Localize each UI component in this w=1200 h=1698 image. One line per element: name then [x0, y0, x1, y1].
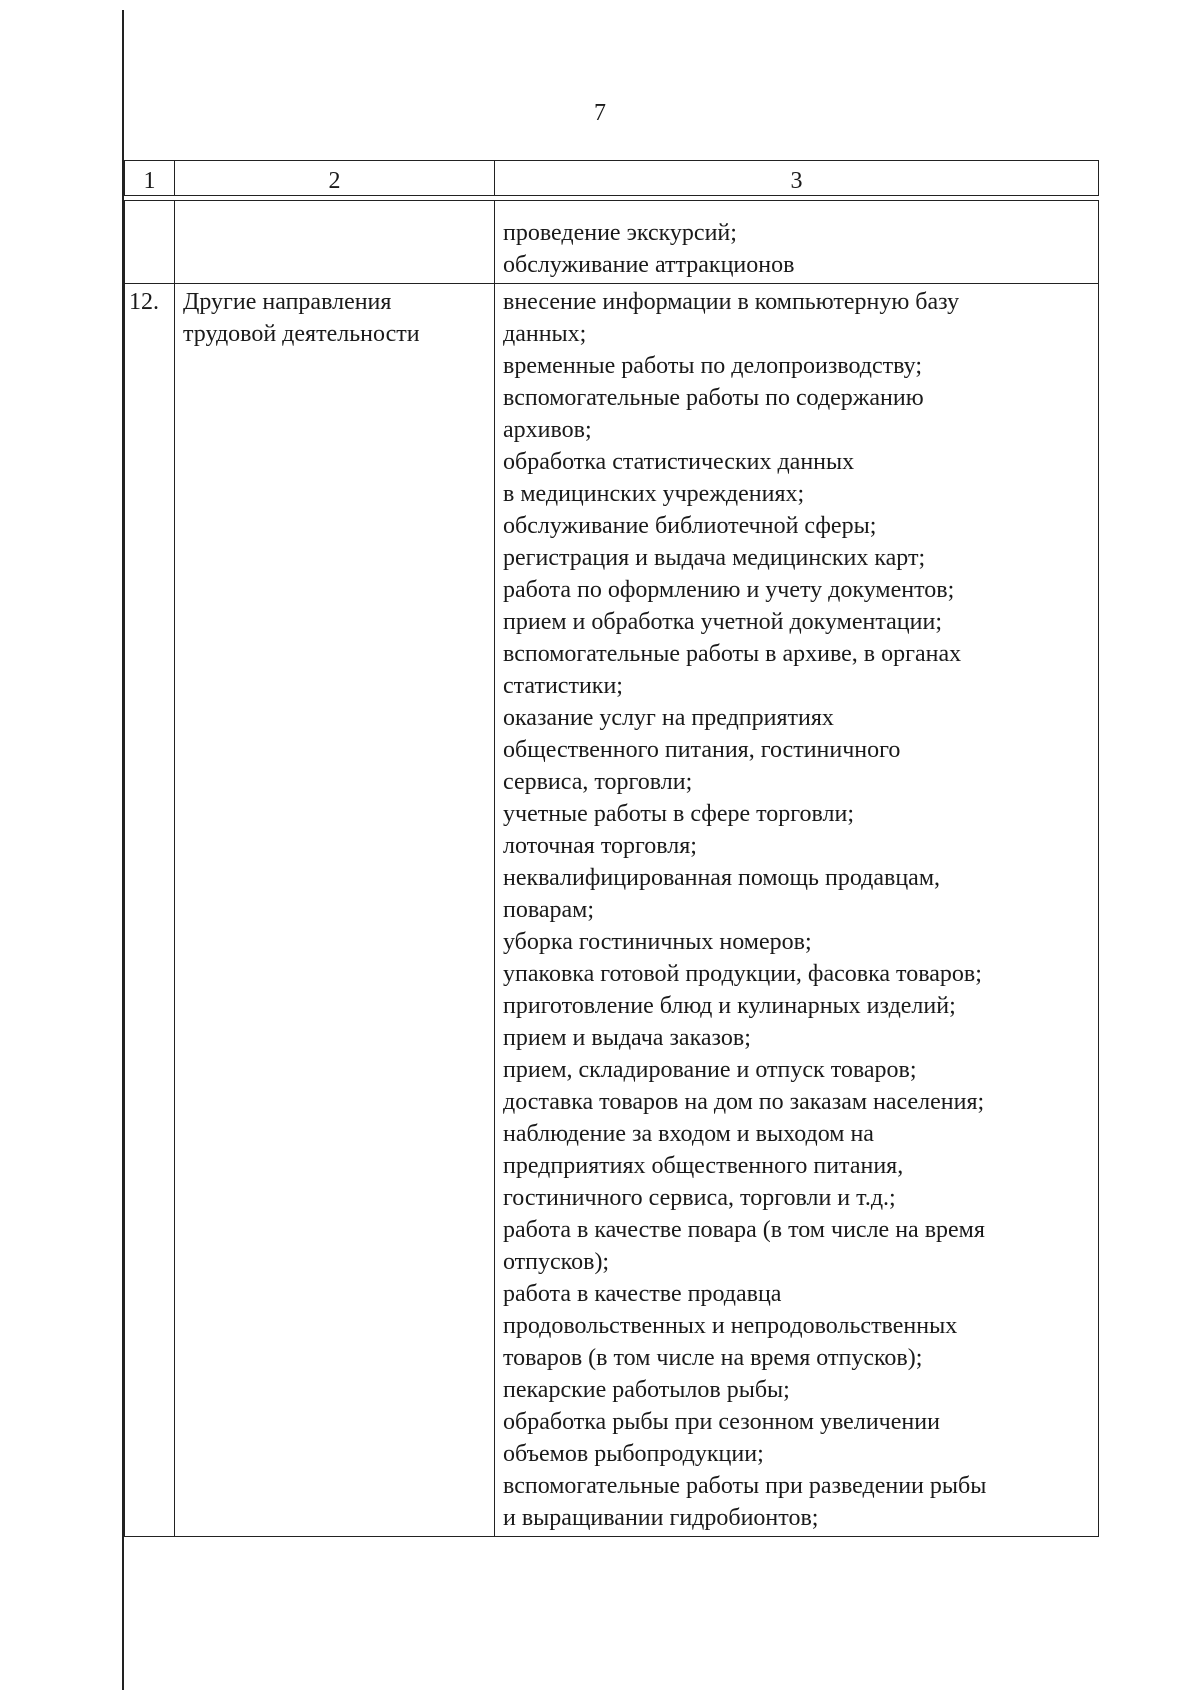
activities-table	[124, 160, 1098, 1537]
list-item: работа в качестве повара (в том числе на время	[503, 1217, 985, 1243]
list-item: учетные работы в сфере торговли;	[503, 801, 855, 827]
continuation-title-cell	[175, 201, 495, 284]
list-item: предприятиях общественного питания,	[503, 1153, 904, 1179]
table-row-12	[125, 284, 1099, 1537]
list-item: временные работы по делопроизводству;	[503, 353, 922, 379]
list-item: обработка рыбы при сезонном увеличении	[503, 1409, 940, 1435]
list-item: обслуживание библиотечной сферы;	[503, 513, 877, 539]
header-col-3: 3	[495, 161, 1099, 196]
list-item: работа по оформлению и учету документов;	[503, 577, 955, 603]
row-items	[495, 284, 1099, 1537]
table-body	[124, 200, 1099, 1537]
list-item: данных;	[503, 321, 587, 347]
list-item: отпусков);	[503, 1249, 610, 1275]
list-item: архивов;	[503, 417, 592, 443]
list-item: прием и выдача заказов;	[503, 1025, 751, 1051]
list-item: внесение информации в компьютерную базу	[503, 289, 960, 315]
list-item: обработка статистических данных	[503, 449, 855, 475]
list-item: общественного питания, гостиничного	[503, 737, 901, 763]
list-item: уборка гостиничных номеров;	[503, 929, 812, 955]
list-item: регистрация и выдача медицинских карт;	[503, 545, 926, 571]
list-item: прием и обработка учетной документации;	[503, 609, 942, 635]
table-header	[124, 160, 1099, 196]
list-item: прием, складирование и отпуск товаров;	[503, 1057, 917, 1083]
page-number: 7	[594, 100, 606, 126]
list-item: вспомогательные работы при разведении рыбы	[503, 1473, 987, 1499]
list-item: доставка товаров на дом по заказам населения;	[503, 1089, 985, 1115]
header-col-1: 1	[125, 161, 175, 196]
list-item: упаковка готовой продукции, фасовка товаров;	[503, 961, 982, 987]
list-item: проведение экскурсий;	[503, 220, 737, 246]
list-item: объемов рыбопродукции;	[503, 1441, 764, 1467]
list-item: и выращивании гидробионтов;	[503, 1505, 819, 1531]
list-item: работа в качестве продавца	[503, 1281, 782, 1307]
list-item: поварам;	[503, 897, 595, 923]
row-title-line: Другие направления	[183, 289, 392, 315]
continuation-number-cell	[125, 201, 175, 284]
list-item: продовольственных и непродовольственных	[503, 1313, 958, 1339]
list-item: сервиса, торговли;	[503, 769, 693, 795]
list-item: в медицинских учреждениях;	[503, 481, 805, 507]
continuation-items-cell	[495, 201, 1099, 284]
list-item: неквалифицированная помощь продавцам,	[503, 865, 941, 891]
row-title	[175, 284, 495, 1537]
table-row-continuation	[125, 201, 1099, 284]
row-number: 12.	[125, 284, 175, 1537]
list-item: вспомогательные работы в архиве, в органах	[503, 641, 962, 667]
list-item: гостиничного сервиса, торговли и т.д.;	[503, 1185, 896, 1211]
list-item: приготовление блюд и кулинарных изделий;	[503, 993, 956, 1019]
list-item: наблюдение за входом и выходом на	[503, 1121, 874, 1147]
list-item: пекарские работылов рыбы;	[503, 1377, 790, 1403]
row-title-line: трудовой деятельности	[183, 321, 420, 347]
list-item: товаров (в том числе на время отпусков);	[503, 1345, 923, 1371]
list-item: статистики;	[503, 673, 623, 699]
list-item: оказание услуг на предприятиях	[503, 705, 834, 731]
header-col-2: 2	[175, 161, 495, 196]
list-item: обслуживание аттракционов	[503, 252, 795, 278]
list-item: лоточная торговля;	[503, 833, 697, 859]
list-item: вспомогательные работы по содержанию	[503, 385, 924, 411]
